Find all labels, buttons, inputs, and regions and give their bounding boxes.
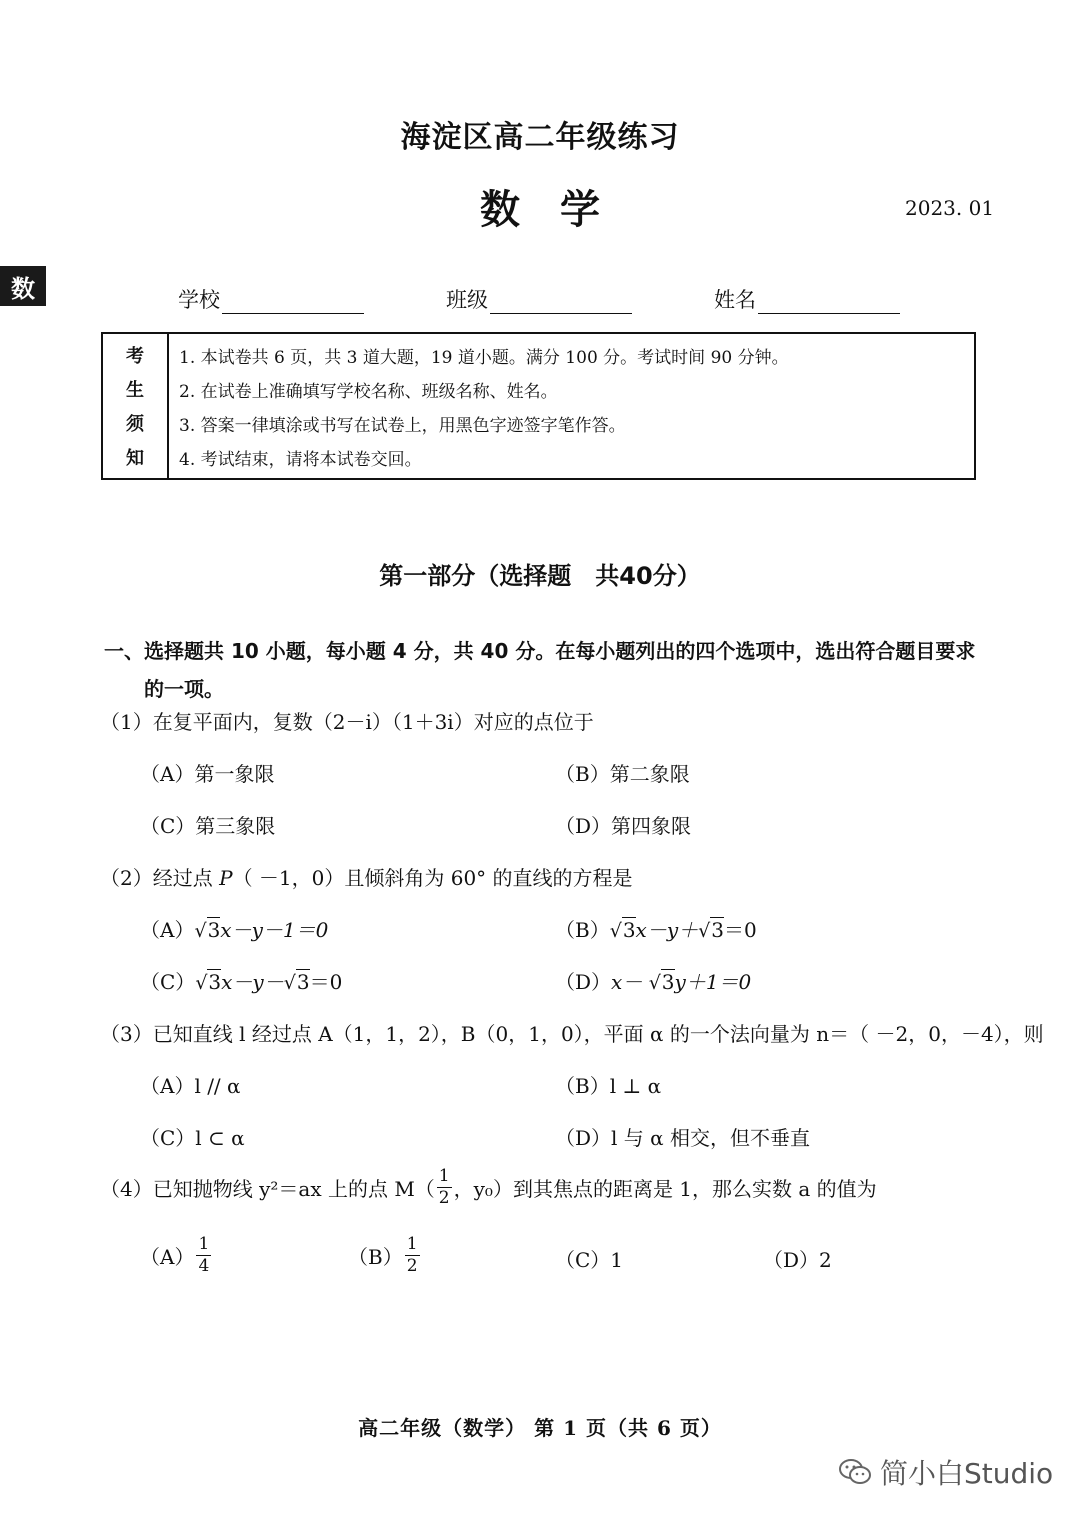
q2-a-expr: x－y－1＝0 <box>220 918 329 942</box>
subject-heading: 数学 <box>480 186 640 233</box>
school-field[interactable] <box>178 284 364 314</box>
q2-c-expr1: x－y－ <box>221 970 284 994</box>
q2-b-sqrt-arg2: 3 <box>711 918 724 942</box>
q1-option-b[interactable]: （B）第二象限 <box>555 762 690 786</box>
q4-option-a[interactable] <box>140 1236 213 1275</box>
q4-frac-num: 1 <box>438 1166 450 1186</box>
q2-b-sqrt-arg: 3 <box>622 918 636 942</box>
exam-notice-box <box>101 332 976 480</box>
q2-c-sqrt-arg: 3 <box>208 970 222 994</box>
notice-head-char: 生 <box>126 380 144 401</box>
q1-option-d[interactable]: （D）第四象限 <box>555 814 692 838</box>
question-4-stem <box>100 1168 877 1207</box>
notice-head-char: 知 <box>126 448 144 469</box>
q2-c-label: （C） <box>140 970 196 994</box>
watermark <box>838 1452 1053 1492</box>
q4-b-den: 2 <box>406 1256 418 1276</box>
notice-item: 4. 考试结束，请将本试卷交回。 <box>179 449 422 470</box>
q4-a-label: （A） <box>140 1245 195 1269</box>
q4-option-c[interactable]: （C）1 <box>555 1248 624 1272</box>
q1-option-c[interactable]: （C）第三象限 <box>140 814 276 838</box>
q2-a-sqrt-arg: 3 <box>207 918 221 942</box>
name-blank[interactable] <box>758 289 900 314</box>
q2-option-a[interactable] <box>140 914 328 943</box>
instruction-text: 一、选择题共 10 小题，每小题 4 分，共 40 分。在每小题列出的四个选项中，选出符合题目要求的一项。 <box>104 639 976 701</box>
part-one-title: 第一部分（选择题 共40分） <box>379 562 701 590</box>
class-field[interactable] <box>446 284 632 314</box>
q2-b-expr2: ＝0 <box>723 918 757 942</box>
q4-fraction <box>437 1168 452 1207</box>
exam-date: 2023. 01 <box>905 196 995 220</box>
q3-option-d[interactable]: （D）l 与 α 相交，但不垂直 <box>555 1126 811 1150</box>
sqrt-icon: √ <box>648 972 661 994</box>
subject-side-tab: 数 <box>0 266 46 306</box>
q3-option-b[interactable]: （B）l ⊥ α <box>555 1074 662 1098</box>
q4-a-num: 1 <box>198 1234 210 1254</box>
q4-b-label: （B） <box>348 1245 403 1269</box>
q2-option-b[interactable] <box>555 914 757 943</box>
wechat-icon <box>838 1458 872 1486</box>
q2-d-label: （D） <box>555 970 612 994</box>
sqrt-icon: √ <box>283 972 296 994</box>
exam-title: 海淀区高二年级练习 <box>400 120 680 155</box>
q4-a-den: 4 <box>198 1256 210 1276</box>
q4-option-d[interactable]: （D）2 <box>763 1248 832 1272</box>
q2-point: P <box>219 866 233 890</box>
class-label: 班级 <box>446 288 488 312</box>
sqrt-icon: √ <box>195 972 208 994</box>
watermark-text: 简小白Studio <box>880 1457 1054 1490</box>
q4-frac-den: 2 <box>438 1188 450 1208</box>
notice-items <box>169 334 974 478</box>
q2-b-expr1: x－y＋ <box>635 918 699 942</box>
class-blank[interactable] <box>490 289 632 314</box>
school-blank[interactable] <box>222 289 364 314</box>
q2-c-expr2: ＝0 <box>309 970 343 994</box>
q4-b-fraction <box>405 1236 420 1275</box>
q2-d-expr1: x－ <box>611 970 649 994</box>
q2-option-c[interactable] <box>140 966 342 995</box>
q2-option-d[interactable] <box>555 966 751 995</box>
school-label: 学校 <box>178 288 220 312</box>
q2-stem-post: （ －1，0）且倾斜角为 60° 的直线的方程是 <box>232 866 633 890</box>
q4-option-b[interactable] <box>348 1236 422 1275</box>
q4-stem-pre: （4）已知抛物线 y²＝ax 上的点 M（ <box>100 1177 435 1201</box>
name-label: 姓名 <box>714 288 756 312</box>
sqrt-icon: √ <box>194 920 207 942</box>
name-field[interactable] <box>714 284 900 314</box>
notice-item: 2. 在试卷上准确填写学校名称、班级名称、姓名。 <box>179 381 558 402</box>
sqrt-icon: √ <box>609 920 622 942</box>
q2-d-expr2: y＋1＝0 <box>674 970 752 994</box>
q2-d-sqrt-arg: 3 <box>661 970 675 994</box>
question-1-stem: （1）在复平面内，复数（2－i）（1＋3i）对应的点位于 <box>100 710 594 734</box>
question-2-stem <box>100 862 633 891</box>
q2-a-label: （A） <box>140 918 195 942</box>
notice-head-char: 考 <box>126 346 144 367</box>
section-instruction <box>104 632 984 708</box>
q1-option-a[interactable]: （A）第一象限 <box>140 762 275 786</box>
notice-head <box>103 334 169 478</box>
sqrt-icon: √ <box>698 920 711 942</box>
notice-head-char: 须 <box>126 414 144 435</box>
q3-option-a[interactable]: （A）l // α <box>140 1074 241 1098</box>
q3-option-c[interactable]: （C）l ⊂ α <box>140 1126 245 1150</box>
q4-a-fraction <box>196 1236 211 1275</box>
q4-stem-post: ，y₀）到其焦点的距离是 1，那么实数 a 的值为 <box>453 1177 877 1201</box>
page-footer: 高二年级（数学） 第 1 页（共 6 页） <box>358 1416 722 1440</box>
q4-b-num: 1 <box>406 1234 418 1254</box>
q2-c-sqrt-arg2: 3 <box>296 970 310 994</box>
q2-stem-pre: （2）经过点 <box>100 866 220 890</box>
notice-item: 3. 答案一律填涂或书写在试卷上，用黑色字迹签字笔作答。 <box>179 415 626 436</box>
notice-item: 1. 本试卷共 6 页，共 3 道大题，19 道小题。满分 100 分。考试时间 90 分钟。 <box>179 347 789 368</box>
question-3-stem: （3）已知直线 l 经过点 A（1，1，2），B（0，1，0），平面 α 的一个法向量为 n＝（ －2，0，－4），则 <box>100 1022 1044 1046</box>
q2-b-label: （B） <box>555 918 610 942</box>
